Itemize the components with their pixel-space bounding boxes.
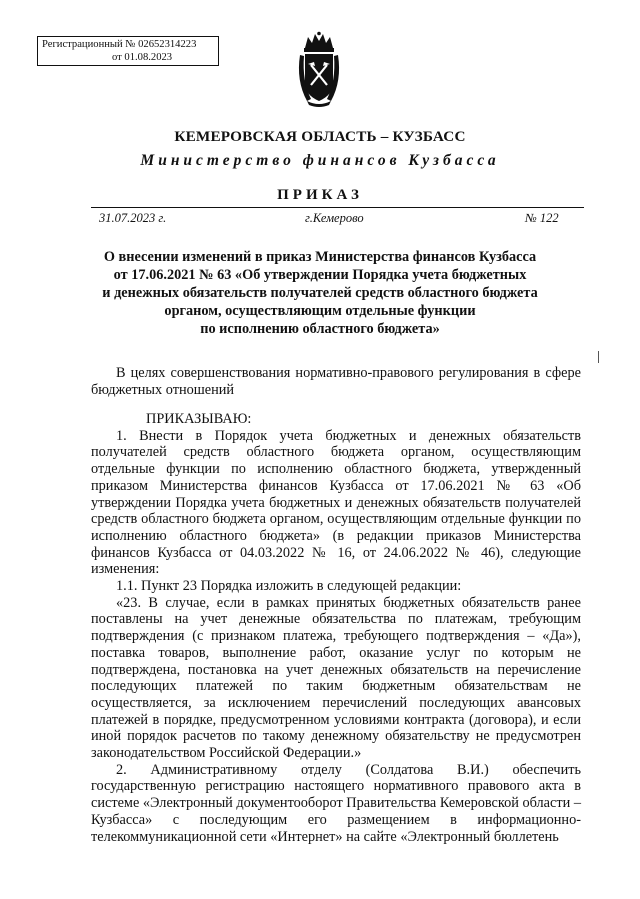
paragraph-1: 1. Внести в Порядок учета бюджетных и денежных обязательств получателей средств областного бюджета органом, осуществляющим отдельные функции по исполнению областного бюджета, утвержденный приказом Министерства финансов Кузбасса от 17.06.2021 № 63 «Об утверждении Порядка учета бюджетных и денежных обязательств получателей средств областного бюджета органом, осуществляющим отдельные функции по исполнению областного бюджета» (в редакции приказов Министерства финансов Кузбасса от 04.03.2022 № 16, от 24.06.2022 № 46), следующие изменения: [91, 427, 581, 578]
ministry-heading: Министерство финансов Кузбасса [140, 152, 500, 169]
coat-of-arms-icon [295, 31, 343, 107]
document-date: 31.07.2023 г. [99, 211, 167, 225]
decree-word: ПРИКАЗЫВАЮ: [146, 411, 252, 427]
title-line: и денежных обязательств получателей средств областного бюджета [102, 285, 538, 301]
document-number: № 122 [525, 211, 559, 225]
document-title [0, 248, 640, 338]
document-city: г.Кемерово [305, 211, 364, 225]
title-line: органом, осуществляющим отдельные функции [164, 303, 476, 319]
preamble-text: В целях совершенствования нормативно-правового регулирования в сфере бюджетных отношений [91, 365, 581, 398]
title-line: О внесении изменений в приказ Министерства финансов Кузбасса [103, 249, 537, 265]
preamble [91, 365, 581, 398]
region-heading: КЕМЕРОВСКАЯ ОБЛАСТЬ – КУЗБАСС [174, 128, 466, 145]
registration-stamp [37, 36, 219, 66]
registration-date: от 01.08.2023 [112, 51, 173, 63]
paragraph-23-quote: «23. В случае, если в рамках принятых бюджетных обязательств ранее поставлены на учет денежные обязательства по платежам, требующим подтверждения (с признаком платежа, требующего подтверждения – «Да»), поставка товаров, выполнение работ, оказание услуг по которым не подтверждена, постановка на учет денежных обязательств на перечисление последующих платежей по таким бюджетным обязательствам не осуществляется, за исключением перечислений последующих авансовых платежей в порядке, предусмотренном условиями контракта (договора), и если иной порядок расчетов по такому денежному обязательству не предусмотрен законодательством Российской Федерации.» [91, 594, 581, 762]
paragraph-1-1: 1.1. Пункт 23 Порядка изложить в следующей редакции: [116, 578, 462, 595]
document-body [91, 411, 581, 845]
title-line: по исполнению областного бюджета» [200, 321, 440, 337]
header-rule [91, 207, 584, 208]
document-type-heading: ПРИКАЗ [277, 187, 363, 203]
paragraph-2: 2. Административному отделу (Солдатова В.И.) обеспечить государственную регистрацию настоящего нормативного правового акта в системе «Электронный документооборот Правительства Кемеровской области – Кузбасса» с последующим его размещением в информационно-телекоммуникационной сети «Интернет» на сайте «Электронный бюллетень [91, 761, 581, 845]
title-line: от 17.06.2021 № 63 «Об утверждении Порядка учета бюджетных [113, 267, 527, 283]
registration-number: Регистрационный № 02652314223 [42, 39, 197, 50]
scan-mark [598, 351, 599, 363]
